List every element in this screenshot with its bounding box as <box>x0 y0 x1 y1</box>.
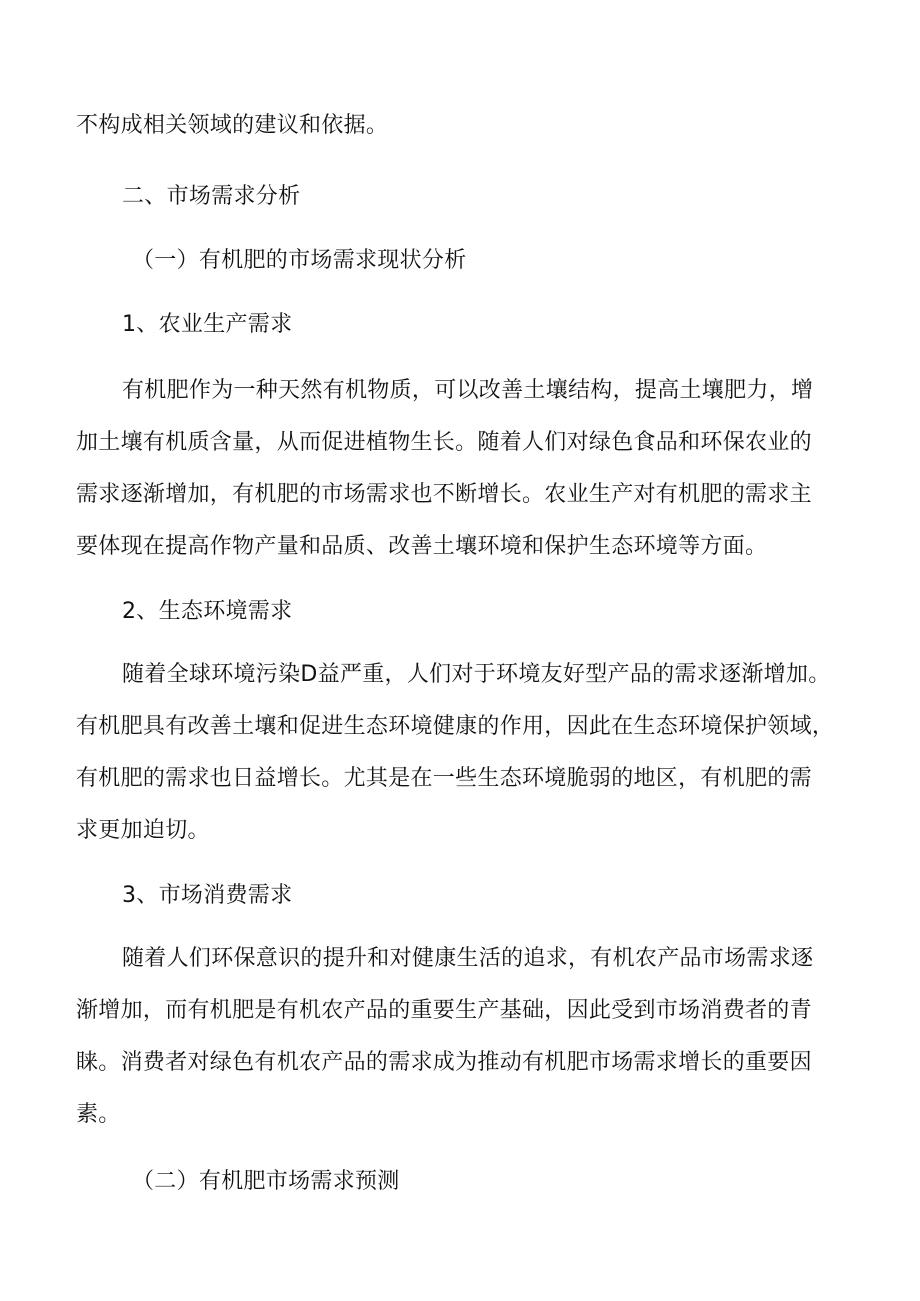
paragraph-line: 求更加迫切。 <box>76 818 210 843</box>
paragraph-tail-line: 不构成相关领域的建议和依据。 <box>76 113 389 138</box>
paragraph-line: 要体现在提高作物产量和品质、改善土壤环境和保护生态环境等方面。 <box>76 534 768 559</box>
subsection-heading: （二）有机肥市场需求预测 <box>132 1169 400 1194</box>
paragraph-line: 有机肥具有改善土壤和促进生态环境健康的作用，因此在生态环境保护领域， <box>76 714 835 739</box>
paragraph-line: 加土壤有机质含量，从而促进植物生长。随着人们对绿色食品和环保农业的 <box>76 430 812 455</box>
paragraph-line: 素。 <box>76 1102 121 1127</box>
paragraph-line: 睐。消费者对绿色有机农产品的需求成为推动有机肥市场需求增长的重要因 <box>76 1050 812 1075</box>
subsection-heading: （一）有机肥的市场需求现状分析 <box>132 248 467 273</box>
item-heading: 3、市场消费需求 <box>122 883 293 908</box>
paragraph-line: 渐增加，而有机肥是有机农产品的重要生产基础，因此受到市场消费者的青 <box>76 998 812 1023</box>
paragraph-line: 有机肥作为一种天然有机物质，可以改善土壤结构，提高土壤肥力，增 <box>122 378 814 403</box>
paragraph-line: 随着人们环保意识的提升和对健康生活的追求，有机农产品市场需求逐 <box>122 946 814 971</box>
item-heading: 1、农业生产需求 <box>122 312 293 337</box>
paragraph-line: 有机肥的需求也日益增长。尤其是在一些生态环境脆弱的地区，有机肥的需 <box>76 766 812 791</box>
section-heading: 二、市场需求分析 <box>122 184 301 209</box>
item-heading: 2、生态环境需求 <box>122 599 293 624</box>
paragraph-line: 需求逐渐增加，有机肥的市场需求也不断增长。农业生产对有机肥的需求主 <box>76 482 812 507</box>
paragraph-line: 随着全球环境污染D益严重，人们对于环境友好型产品的需求逐渐增加。 <box>122 662 831 687</box>
